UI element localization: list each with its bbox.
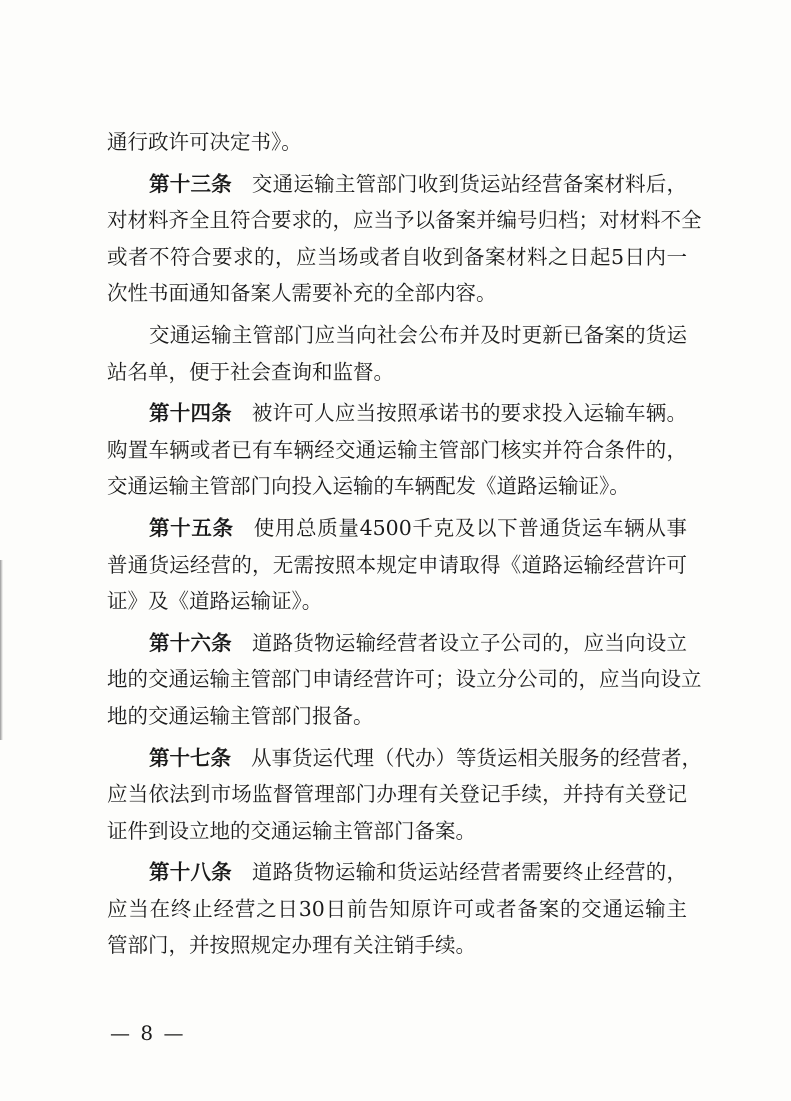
text-line: 普通货运经营的，无需按照本规定申请取得《道路运输经营许可	[107, 552, 687, 577]
paragraph-publish-first-line: 交通运输主管部门应当向社会公布并及时更新已备案的货运	[149, 322, 687, 347]
text-line: 交通运输主管部门向投入运输的车辆配发《道路运输证》。	[107, 474, 630, 499]
text-line: 对材料齐全且符合要求的，应当予以备案并编号归档；对材料不全	[107, 208, 702, 233]
text-line: 地的交通运输主管部门报备。	[107, 703, 374, 728]
article-14-first-line	[107, 395, 687, 432]
article-18-title: 第十八条	[149, 860, 232, 885]
article-18-first-line	[107, 854, 687, 891]
article-16-title: 第十六条	[149, 630, 232, 655]
article-17-title: 第十七条	[149, 745, 231, 770]
article-17-text: 从事货运代理（代办）等货运相关服务的经营者，	[251, 745, 702, 770]
article-13-text: 交通运输主管部门收到货运站经营备案材料后，	[251, 171, 688, 196]
article-15-text: 使用总质量4500千克及以下普通货运车辆从事	[253, 515, 688, 540]
text-line: 应当依法到市场监督管理部门办理有关登记手续，并持有关登记	[107, 782, 687, 807]
article-14-title: 第十四条	[149, 401, 232, 426]
text-line: 次性书面通知备案人需要补充的全部内容。	[107, 281, 497, 306]
text-line: 通行政许可决定书》。	[107, 130, 302, 154]
article-14-text: 被许可人应当按照承诺书的要求投入运输车辆。	[251, 401, 688, 426]
text-line: 证件到设立地的交通运输主管部门备案。	[107, 818, 476, 843]
text-line: 购置车辆或者已有车辆经交通运输主管部门核实并符合条件的，	[107, 437, 687, 462]
text-line: 或者不符合要求的，应当场或者自收到备案材料之日起5日内一	[107, 244, 687, 269]
document-body	[107, 124, 702, 964]
page-number: — 8 —	[110, 1021, 186, 1045]
article-13-title: 第十三条	[149, 171, 232, 196]
article-15-title: 第十五条	[149, 515, 234, 540]
text-line: 应当在终止经营之日30日前告知原许可或者备案的交通运输主	[107, 896, 687, 921]
article-16-text: 道路货物运输经营者设立子公司的，应当向设立	[251, 630, 688, 655]
text-line: 站名单，便于社会查询和监督。	[107, 359, 394, 384]
article-13-first-line	[107, 166, 687, 203]
article-17-first-line	[107, 740, 702, 777]
text-line: 管部门，并按照规定办理有关注销手续。	[107, 933, 476, 958]
text-line: 证》及《道路运输证》。	[107, 589, 323, 614]
article-18-text: 道路货物运输和货运站经营者需要终止经营的，	[251, 860, 688, 885]
scan-edge-shadow	[0, 560, 3, 740]
article-15-first-line	[107, 510, 687, 547]
text-line: 地的交通运输主管部门申请经营许可；设立分公司的，应当向设立	[107, 667, 702, 692]
article-16-first-line	[107, 625, 687, 662]
